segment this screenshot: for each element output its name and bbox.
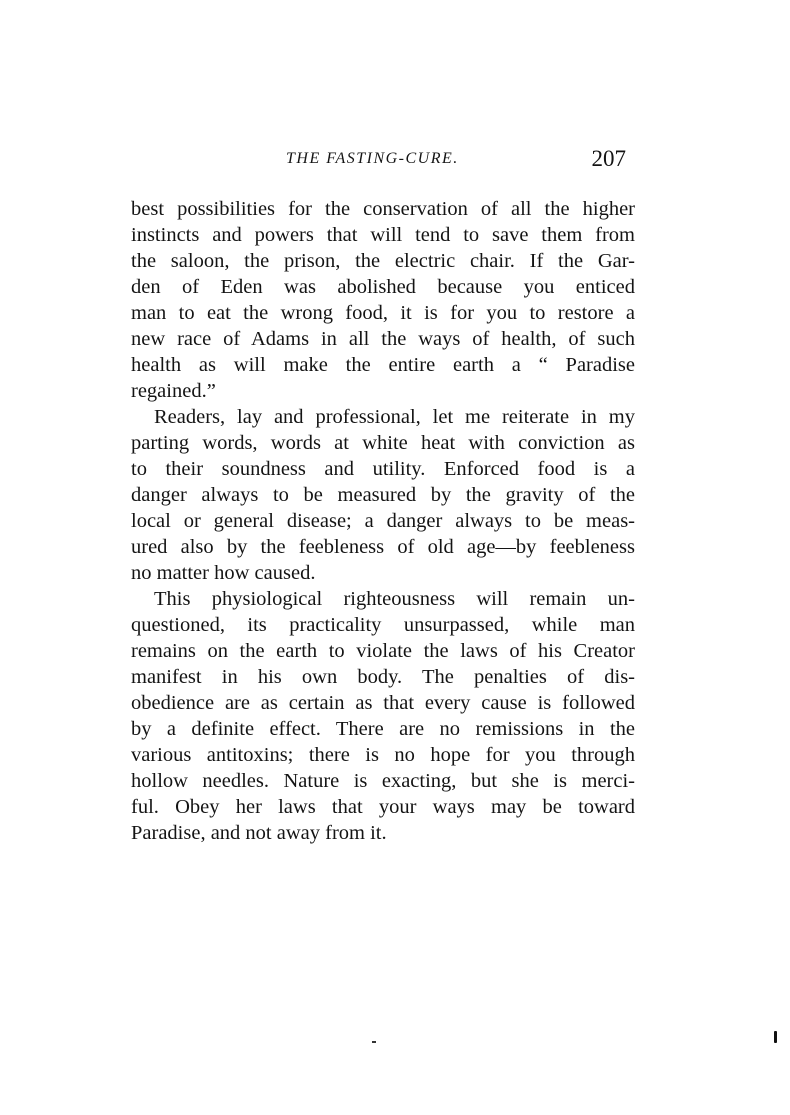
text-line: new race of Adams in all the ways of health, of such	[131, 328, 635, 350]
text-line: obedience are as certain as that every cause is followed	[131, 692, 635, 714]
body-text	[131, 196, 635, 846]
text-line: ful. Obey her laws that your ways may be toward	[131, 796, 635, 818]
running-header	[130, 146, 636, 176]
text-line: best possibilities for the conservation of all the higher	[131, 198, 635, 220]
paragraph	[131, 404, 635, 586]
text-line: health as will make the entire earth a “ Paradise	[131, 354, 635, 376]
text-line: danger always to be measured by the gravity of the	[131, 484, 635, 506]
text-line: manifest in his own body. The penalties of dis-	[131, 666, 635, 688]
text-line: ured also by the feebleness of old age—by feebleness	[131, 536, 635, 558]
text-line: instincts and powers that will tend to save them from	[131, 224, 635, 246]
text-line: hollow needles. Nature is exacting, but she is merci-	[131, 770, 635, 792]
running-title: THE FASTING-CURE.	[286, 150, 459, 167]
scan-speck	[372, 1041, 376, 1043]
text-line: Paradise, and not away from it.	[131, 822, 387, 844]
text-line: the saloon, the prison, the electric chair. If the Gar-	[131, 250, 635, 272]
text-line: no matter how caused.	[131, 562, 316, 584]
text-line: regained.”	[131, 380, 216, 402]
paragraph	[131, 586, 635, 846]
text-line: various antitoxins; there is no hope for you through	[131, 744, 635, 766]
paragraph	[131, 196, 635, 404]
text-line: Readers, lay and professional, let me reiterate in my	[154, 406, 635, 428]
page-number: 207	[591, 146, 626, 171]
text-line: to their soundness and utility. Enforced food is a	[131, 458, 635, 480]
text-line: remains on the earth to violate the laws of his Creator	[131, 640, 635, 662]
text-line: questioned, its practicality unsurpassed, while man	[131, 614, 635, 636]
text-line: den of Eden was abolished because you enticed	[131, 276, 635, 298]
text-line: local or general disease; a danger always to be meas-	[131, 510, 635, 532]
scan-edge-mark	[774, 1031, 777, 1043]
text-line: parting words, words at white heat with conviction as	[131, 432, 635, 454]
text-line: This physiological righteousness will remain un-	[154, 588, 635, 610]
text-line: by a definite effect. There are no remissions in the	[131, 718, 635, 740]
text-line: man to eat the wrong food, it is for you to restore a	[131, 302, 635, 324]
